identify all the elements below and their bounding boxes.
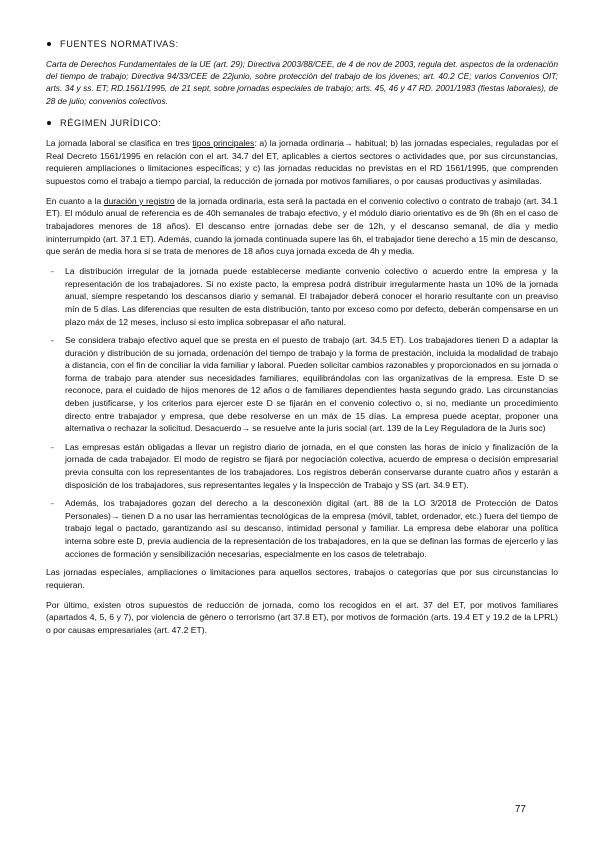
sources-heading-text: FUENTES NORMATIVAS: (60, 39, 179, 49)
text-run: de la jornada ordinaria, esta será la pactada en el convenio colectivo o contrato de trabajo (art. 34.1 ET). El módulo anual de referencia es de 40h semanales de trabajo efectivo, y el módulo diario orientativo es de 9h (8h en el caso de trabajadores menores de 18 años). El descanso entre jornadas debe ser de 12h, y el descanso semanal, de día y medio ininterrumpido (art. 37.1 ET). Además, cuando la jornada continuada supere las 6h, el trabajador tiene derecho a 15 min de descanso, que serán de media hora si se trata de menores de 18 años cuya jornada exceda de 4h y media. (46, 195, 558, 257)
underlined-term: duración y registro (103, 195, 175, 206)
sources-heading (46, 38, 558, 50)
list-item (46, 441, 558, 491)
dash-marker: - (51, 335, 54, 346)
document-page (46, 38, 558, 644)
page-number: 77 (514, 804, 526, 815)
bullet-icon (47, 42, 51, 46)
list-item-text: Se considera trabajo efectivo aquel que se presta en el puesto de trabajo (art. 34.5 ET). Los trabajadores tienen D a adaptar la duración y distribución de su jornada, ordenación del tiempo de trabajo y la forma de prestación, incluida la modalidad de trabajo a distancia, con el fin de conciliar la vida familiar y laboral. Pueden solicitar cambios razonables y proporcionados en su jornada o forma de trabajo para atender sus necesidades familiares, equilibrándolas con las organizativas de la empresa. Este D se reconoce, para el cuidado de hijos menores de 12 años o de familiares dependientes hasta segundo grado. Las circunstancias deben justificarse, y los criterios para ejercer este D se fijarán en el convenio colectivo o, si no, mediante un procedimiento directo entre trabajador y empresa, que debe resolverse en un máx de 15 días. La empresa puede aceptar, proponer una alternativa o rechazar la solicitud. Desacuerdo→ se resuelve ante la juris social (art. 139 de la Ley Reguladora de la Juris soc) (65, 335, 558, 434)
list-item (46, 497, 558, 560)
text-run: La jornada laboral se clasifica en tres (46, 137, 193, 148)
paragraph-reductions: Por último, existen otros supuestos de reducción de jornada, como los recogidos en el art. 37 del ET, por motivos familiares (apartados 4, 5, 6 y 7), por violencia de género o terrorismo (art 37.8 ET), por motivos de formación (arts. 19.4 ET y 19.2 de la LPRL) o por causas empresariales (art. 47.2 ET). (46, 599, 558, 636)
paragraph-types (46, 137, 558, 188)
list-item-text: Las empresas están obligadas a llevar un registro diario de jornada, en el que consten las horas de inicio y finalización de la jornada de cada trabajador. El modo de registro se fijará por negociación colectiva, acuerdo de empresa o decisión empresarial previa consulta con los representantes de los trabajadores. Los registros deberán conservarse durante cuatro años y estarán a disposición de los trabajadores, sus representantes legales y la Inspección de Trabajo y SS (art. 34.9 ET). (65, 441, 558, 490)
bullet-icon (47, 121, 51, 125)
list-item-text: Además, los trabajadores gozan del derecho a la desconexión digital (art. 88 de la LO 3/2018 de Protección de Datos Personales)→ tienen D a no usar las herramientas tecnológicas de la empresa (móvil, tablet, ordenador, etc.) fuera del tiempo de trabajo legal o pactado, garantizando así su descanso, intimidad personal y familiar. La empresa debe elaborar una política interna sobre este D, previa audiencia de la representación de los trabajadores, en la que se definan las formas de ejercerlo y las acciones de formación y sensibilización necesarias, especialmente en los casos de teletrabajo. (65, 498, 558, 559)
regime-heading-text: RÉGIMEN JURÍDICO: (60, 117, 162, 128)
dash-list (46, 265, 558, 560)
paragraph-duration (46, 195, 558, 259)
list-item (46, 265, 558, 328)
paragraph-special: Las jornadas especiales, ampliaciones o limitaciones para aquellos sectores, trabajos o categorías que por sus circunstancias lo requieran. (46, 567, 558, 590)
sources-text: Carta de Derechos Fundamentales de la UE (art. 29); Directiva 2003/88/CEE, de 4 de nov de 2003, regula det. aspectos de la ordenación del tiempo de trabajo; Directiva 94/33/CEE de 22junio, sobre protección del trabajo de los jóvenes; art. 40.2 CE; varios Convenios OIT; arts. 34 y ss. ET; RD.1561/1995, de 21 sept, sobre jornadas especiales de trabajo; arts. 45, 46 y 47 RD. 2001/1983 (fiestas laborales), de 28 de julio; convenios colectivos. (46, 59, 558, 106)
text-run: : a) la jornada ordinaria→ habitual; b) las jornadas especiales, reguladas por el Real Decreto 1561/1995 en relación con el art. 34.7 del ET, aplicables a ciertos sectores o actividades que, por sus circunstancias, requieren ampliaciones o limitaciones específicas; y c) las jornadas reducidas no previstas en el RD 1561/1995, que comprenden supuestos como el trabajo a tiempo parcial, la reducción de jornada por motivos familiares, o por causas productivas y asimiladas. (46, 137, 559, 186)
dash-marker: - (51, 498, 54, 509)
list-item (46, 334, 558, 435)
regime-heading (46, 117, 558, 129)
dash-marker: - (51, 266, 54, 277)
text-run: En cuanto a la (46, 195, 104, 206)
list-item-text: La distribución irregular de la jornada puede establecerse mediante convenio colectivo o acuerdo entre la empresa y la representación de los trabajadores. Si no existe pacto, la empresa podrá distribuir irregularmente hasta un 10% de la jornada anual, siempre respetando los descansos diario y semanal. El trabajador deberá conocer el horario resultante con un preaviso mín de 5 días. Las diferencias que resulten de esta distribución, tanto por exceso como por defecto, deberán compensarse en un plazo máx de 12 meses, incluso si esto implica sobrepasar el año natural. (65, 266, 558, 327)
underlined-term: tipos principales (192, 137, 255, 148)
dash-marker: - (51, 441, 54, 452)
